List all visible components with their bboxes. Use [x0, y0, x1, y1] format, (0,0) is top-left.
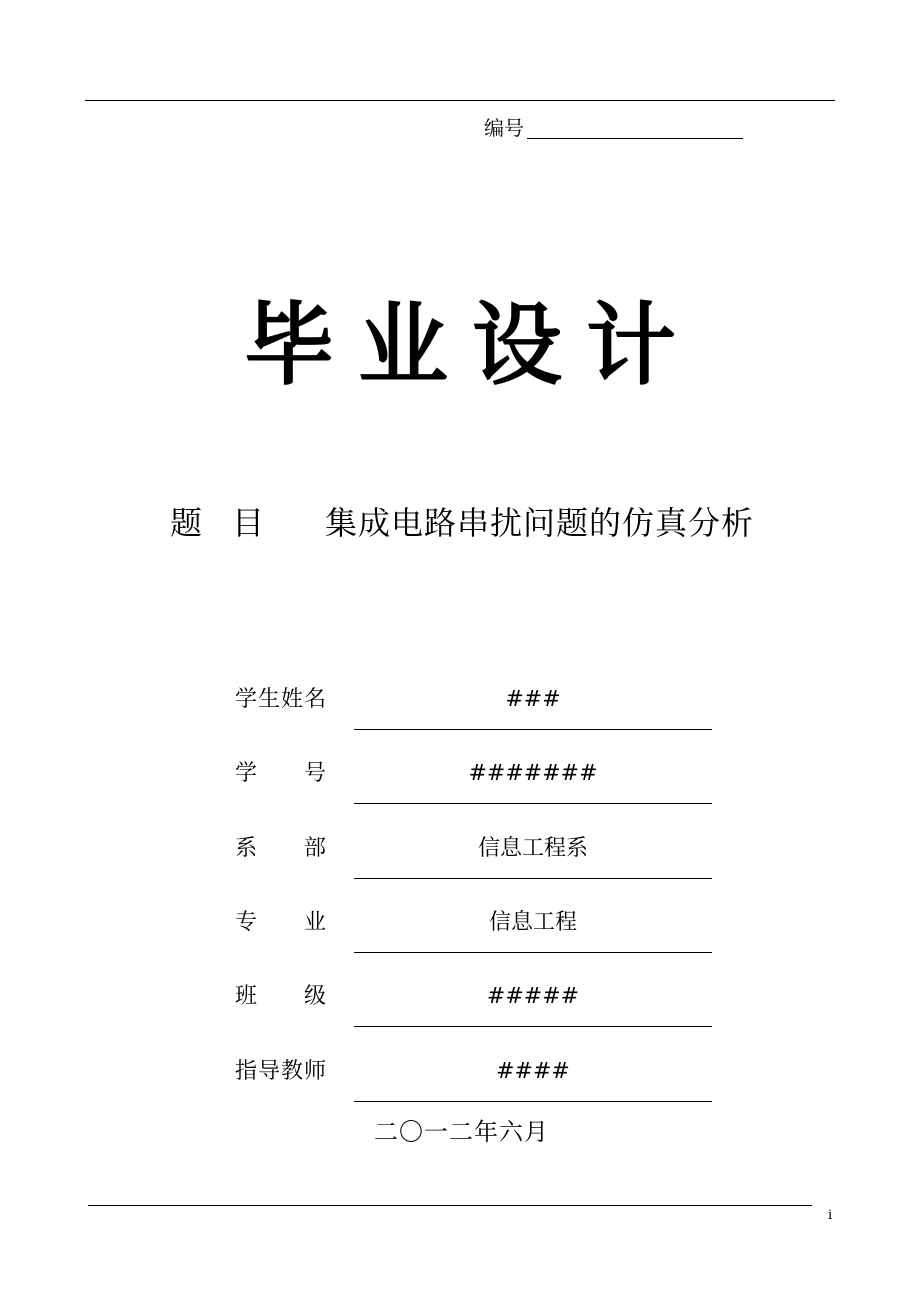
- document-title: 毕业设计: [244, 292, 700, 398]
- info-row-department: [0, 835, 920, 909]
- serial-number-blank: [527, 138, 743, 139]
- field-label: 班 级: [235, 984, 326, 1009]
- field-value: 信息工程系: [477, 836, 588, 861]
- serial-number-label: 编号: [484, 116, 524, 140]
- footer-rule: [88, 1205, 812, 1206]
- info-row-major: [0, 909, 920, 983]
- field-label: 系 部: [235, 836, 326, 861]
- header-rule: [85, 100, 835, 101]
- field-underline: [354, 878, 712, 879]
- field-value: ###: [505, 687, 561, 712]
- info-row-student-name: [0, 686, 920, 760]
- field-label: 指 导 教 师: [235, 1059, 326, 1084]
- field-underline: [354, 729, 712, 730]
- field-label: 专 业: [235, 910, 326, 935]
- page-number: i: [828, 1208, 833, 1223]
- field-underline: [354, 952, 712, 953]
- field-underline: [354, 1026, 712, 1027]
- submission-date: 二〇一二年六月: [374, 1118, 549, 1146]
- field-underline: [354, 803, 712, 804]
- field-label: 学 号: [235, 761, 326, 786]
- field-underline: [354, 1101, 712, 1102]
- field-value: ####: [496, 1059, 570, 1084]
- field-value: #####: [486, 984, 580, 1009]
- info-row-class: [0, 983, 920, 1057]
- info-row-student-id: [0, 760, 920, 834]
- topic-value: 集成电路串扰问题的仿真分析: [325, 504, 755, 542]
- topic-label: 题目: [170, 504, 295, 542]
- field-value: #######: [468, 761, 598, 786]
- field-label: 学 生 姓 名: [235, 687, 326, 712]
- field-value: 信息工程: [488, 910, 577, 935]
